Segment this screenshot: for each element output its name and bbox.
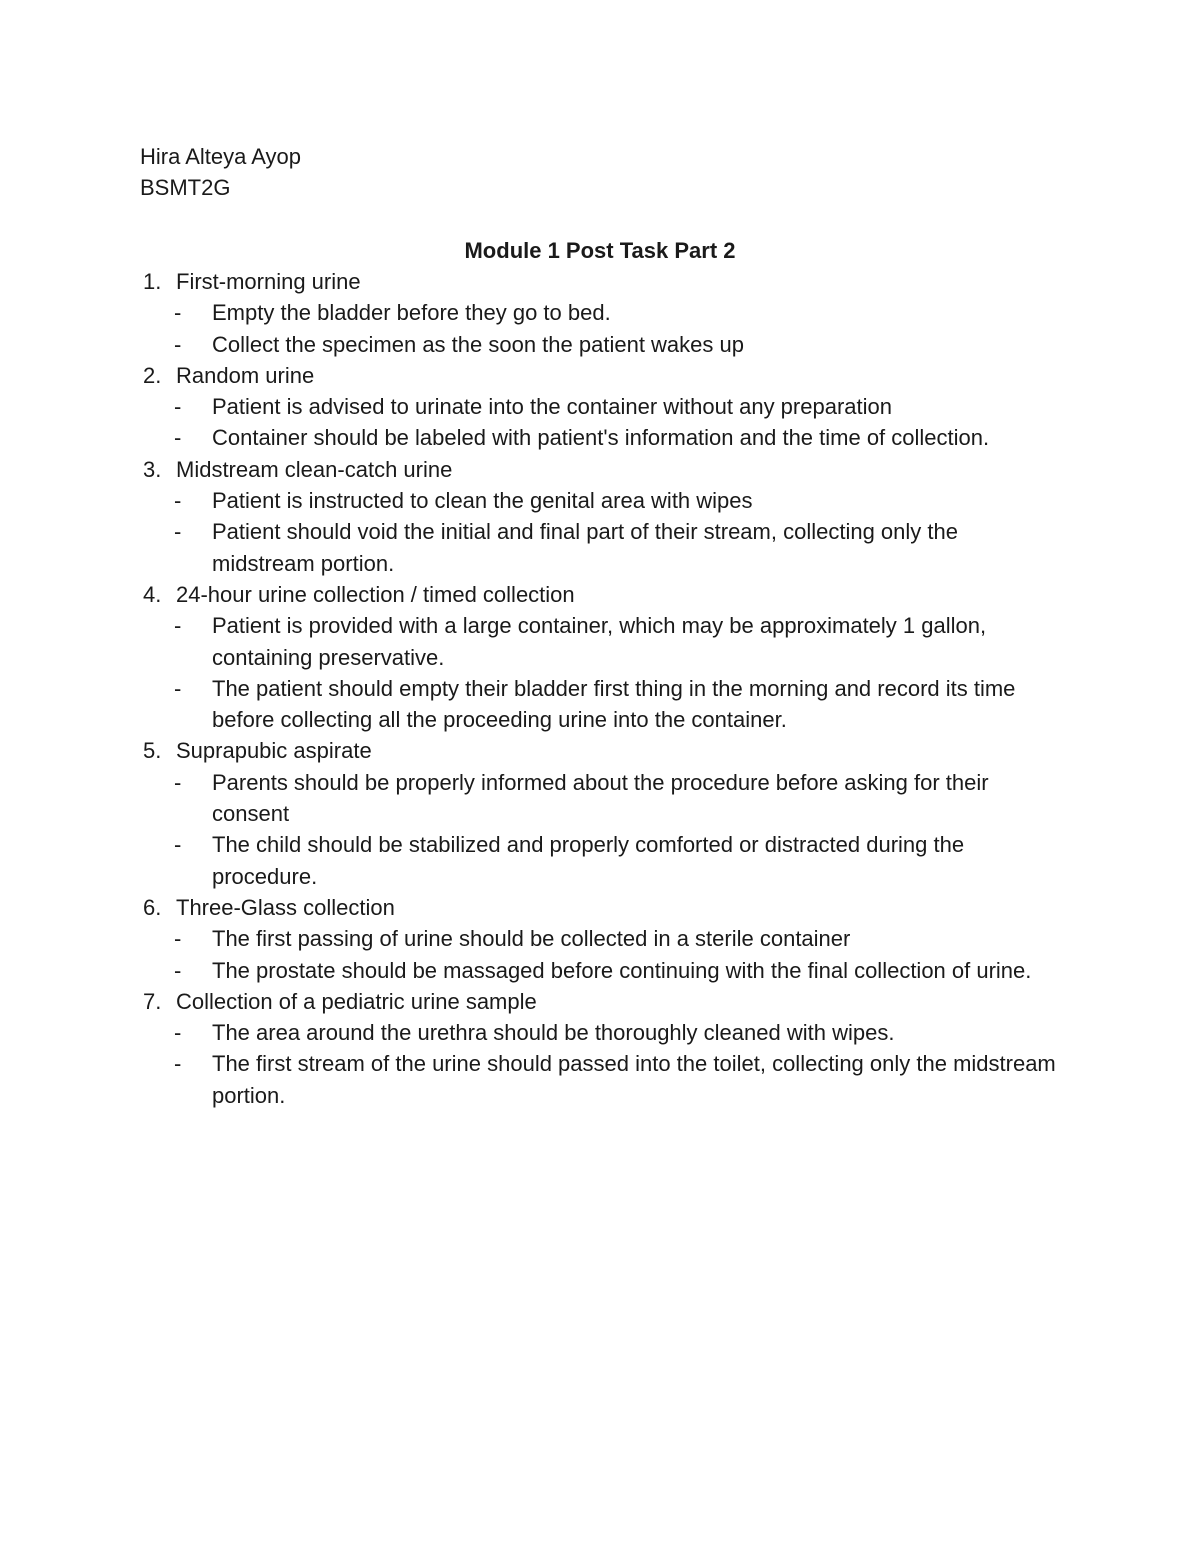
dash-bullet-icon: -: [174, 675, 182, 701]
dash-bullet-icon: -: [174, 957, 182, 983]
list-item-point: [140, 923, 1060, 954]
list-item-point: [140, 610, 1060, 673]
list-item-heading: [140, 986, 1060, 1017]
point-text: The area around the urethra should be thoroughly cleaned with wipes.: [212, 1020, 895, 1046]
list-item-point: [140, 829, 1060, 892]
list-item-title: Midstream clean-catch urine: [176, 456, 453, 482]
dash-bullet-icon: -: [174, 331, 182, 357]
list-item-number: 4.: [143, 581, 162, 607]
list-item-point: [140, 1048, 1060, 1111]
list-item-point: [140, 297, 1060, 328]
list-item-number: 6.: [143, 894, 162, 920]
list-item-title: Suprapubic aspirate: [176, 738, 372, 764]
list-item-point: [140, 329, 1060, 360]
point-text: Patient should void the initial and final part of their stream, collecting only the midstream portion.: [212, 519, 958, 576]
dash-bullet-icon: -: [174, 926, 182, 952]
list-item-point: [140, 516, 1060, 579]
list-item-point: [140, 673, 1060, 736]
dash-bullet-icon: -: [174, 613, 182, 639]
list-item-title: First-morning urine: [176, 269, 361, 294]
list-item-title: Three-Glass collection: [176, 894, 395, 920]
list-item-title: 24-hour urine collection / timed collection: [176, 581, 575, 607]
point-text: Empty the bladder before they go to bed.: [212, 300, 611, 326]
list-item-number: 5.: [143, 738, 162, 764]
author-name: Hira Alteya Ayop: [140, 144, 302, 169]
dash-bullet-icon: -: [174, 394, 182, 420]
list-item-number: 7.: [143, 988, 162, 1014]
list-item-point: [140, 955, 1060, 986]
list-item-point: [140, 1017, 1060, 1048]
dash-bullet-icon: -: [174, 769, 182, 795]
document-header: [140, 141, 301, 203]
dash-bullet-icon: -: [174, 1020, 182, 1046]
list-item-title: Collection of a pediatric urine sample: [176, 988, 537, 1014]
list-item-heading: [140, 454, 1060, 485]
point-text: Container should be labeled with patient's information and the time of collection.: [212, 425, 990, 451]
list-item-title: Random urine: [176, 362, 315, 388]
list-item-heading: [140, 360, 1060, 391]
list-item-point: [140, 767, 1060, 830]
list-item-heading: [140, 892, 1060, 923]
document-title: Module 1 Post Task Part 2: [464, 238, 736, 263]
point-text: Parents should be properly informed about the procedure before asking for their consent: [212, 769, 989, 827]
list-item-heading: [140, 735, 1060, 766]
dash-bullet-icon: -: [174, 425, 182, 451]
dash-bullet-icon: -: [174, 519, 182, 545]
list-item-point: [140, 422, 1060, 453]
dash-bullet-icon: -: [174, 300, 182, 326]
list-item-number: 1.: [143, 269, 162, 294]
point-text: The first passing of urine should be collected in a sterile container: [212, 926, 851, 952]
dash-bullet-icon: -: [174, 1051, 182, 1077]
list-item-number: 3.: [143, 456, 162, 482]
point-text: Patient is instructed to clean the genital area with wipes: [212, 488, 753, 514]
point-text: Patient is advised to urinate into the container without any preparation: [212, 394, 892, 420]
list-item-heading: [140, 266, 1060, 297]
point-text: The child should be stabilized and properly comforted or distracted during the procedure.: [212, 832, 965, 889]
list-item-number: 2.: [143, 362, 162, 388]
point-text: The prostate should be massaged before continuing with the final collection of urine.: [212, 957, 1032, 983]
author-section: BSMT2G: [140, 175, 231, 200]
point-text: Patient is provided with a large container, which may be approximately 1 gallon, containing preservative.: [212, 613, 987, 670]
list-item-point: [140, 485, 1060, 516]
list-item-heading: [140, 579, 1060, 610]
point-text: Collect the specimen as the soon the patient wakes up: [212, 331, 744, 357]
list-item-point: [140, 391, 1060, 422]
point-text: The patient should empty their bladder first thing in the morning and record its time before collecting all the proceeding urine into the container.: [212, 675, 1016, 733]
point-text: The first stream of the urine should passed into the toilet, collecting only the midstream portion.: [212, 1051, 1056, 1108]
dash-bullet-icon: -: [174, 488, 182, 514]
numbered-list: [140, 266, 1060, 1111]
dash-bullet-icon: -: [174, 832, 182, 858]
